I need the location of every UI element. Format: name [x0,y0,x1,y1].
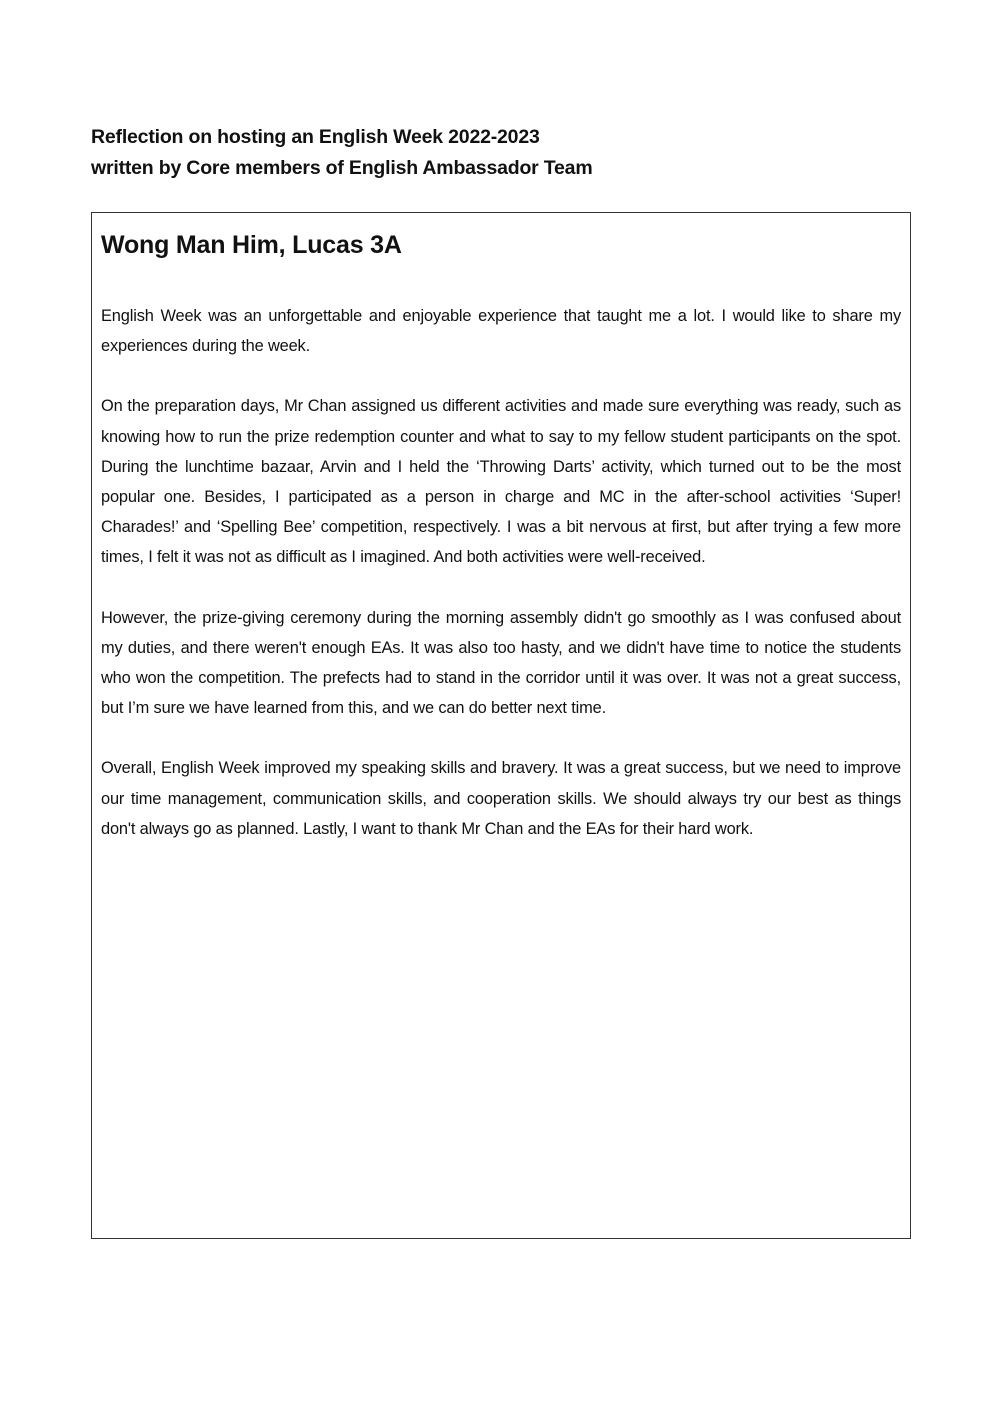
reflection-paragraph-3: However, the prize-giving ceremony during the morning assembly didn't go smoothly as I was confused about my duties, and there weren't enough EAs. It was also too hasty, and we didn't have time to notice the students who won the competition. The prefects had to stand in the corridor until it was over. It was not a great success, but I’m sure we have learned from this, and we can do better next time. [101,608,901,718]
document-header [91,122,911,184]
reflection-paragraph-4: Overall, English Week improved my speaking skills and bravery. It was a great success, but we need to improve our time management, communication skills, and cooperation skills. We should always try our best as things don't always go as planned. Lastly, I want to thank Mr Chan and the EAs for their hard work. [101,759,901,838]
author-name: Wong Man Him, Lucas 3A [101,231,402,259]
reflection-paragraph-1: English Week was an unforgettable and enjoyable experience that taught me a lot. I would like to share my experiences during the week. [101,307,901,356]
document-title: Reflection on hosting an English Week 2022-2023 [91,126,540,148]
document-subtitle: written by Core members of English Ambassador Team [91,157,593,179]
reflection-box [91,212,911,1239]
reflection-paragraph-2: On the preparation days, Mr Chan assigned us different activities and made sure everything was ready, such as knowing how to run the prize redemption counter and what to say to my fellow student participants on the spot. During the lunchtime bazaar, Arvin and I held the ‘Throwing Darts’ activity, which turned out to be the most popular one. Besides, I participated as a person in charge and MC in the after-school activities ‘Super! Charades!’ and ‘Spelling Bee’ competition, respectively. I was a bit nervous at first, but after trying a few more times, I felt it was not as difficult as I imagined. And both activities were well-received. [101,397,901,567]
